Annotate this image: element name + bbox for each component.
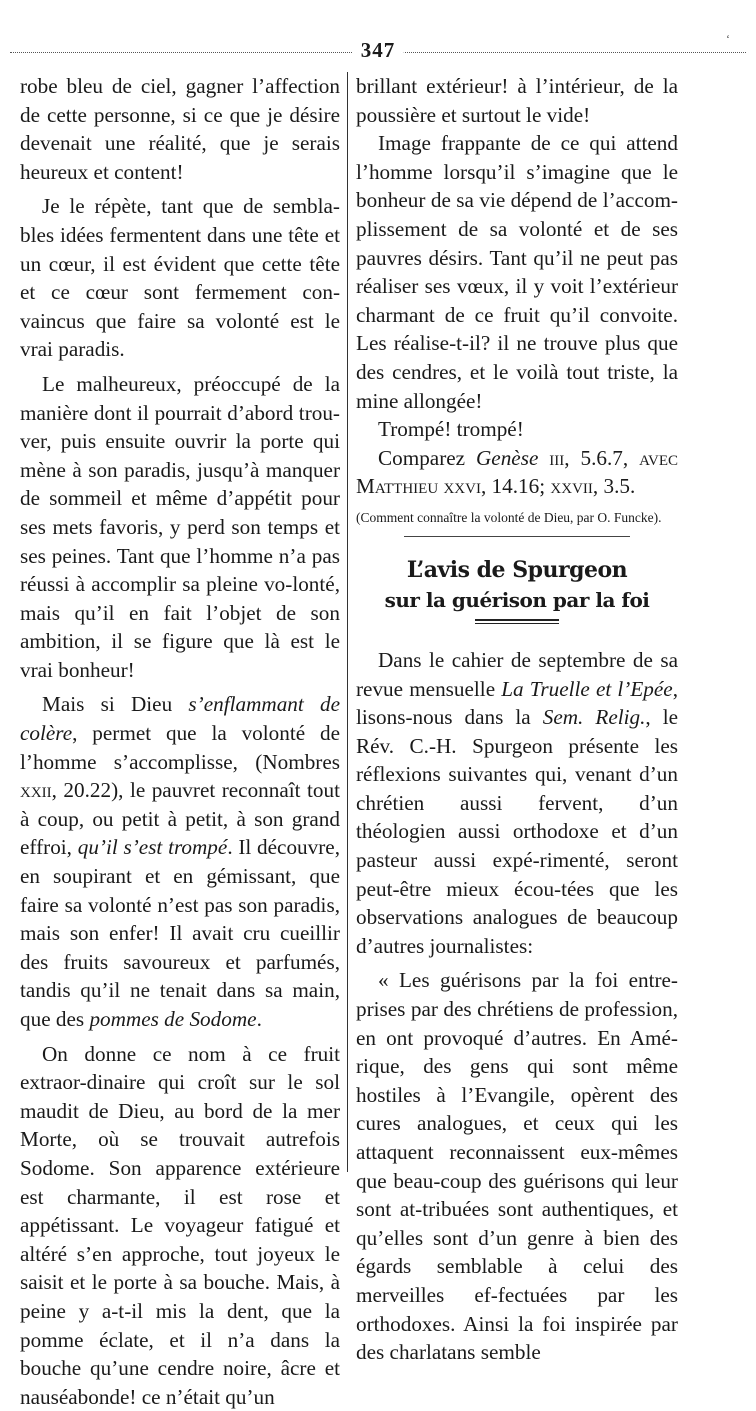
article-title-line-2: sur la guérison par la foi — [384, 587, 650, 612]
paragraph: robe bleu de ciel, gagner l’affection de cette personne, si ce que je désire devenait une réalité, que je serais heureux et content! — [20, 74, 340, 184]
article-title-line-1: L’avis de Spurgeon — [406, 556, 628, 583]
paragraph: Je le répète, tant que de sembla-bles idées fermentent dans une tête et un cœur, il est évident que cette tête et ce cœur sont fermement con-vaincus que faire sa volonté est le vrai paradis. — [20, 194, 340, 362]
paragraph: On donne ce nom à ce fruit extraor-dinaire qui croît sur le sol maudit de Dieu, au bord de la mer Morte, où se trouvait autrefois Sodome. Son apparence extérieure est charmante, il est rose et appétissant. Le voyageur fatigué et altéré s’en approche, tout joyeux le saisit et le porte à sa bouche. Mais, à peine y a-t-il mis la dent, que la pomme éclate, et il n’a dans la bouche qu’une cendre noire, âcre et nauséabonde! ce n’était qu’un — [20, 1041, 340, 1409]
paragraph: Le malheureux, préoccupé de la manière dont il pourrait d’abord trou-ver, puis ensuite ouvrir la porte qui mène à son paradis, jusqu’à manquer de sommeil et même d’appétit pour ses mets favoris, y perd son temps et ses peines. Tant que l’homme n’a pas réussi à accomplir sa pleine vo-lonté, mais qu’il en fait l’objet de son ambition, il se figure que là est le vrai bonheur! — [20, 371, 340, 682]
page-header — [10, 32, 746, 62]
title-rule — [475, 619, 559, 624]
paragraph: Mais si Dieu s’enflammant de colère, permet que la volonté de l’homme s’accomplisse, (Nombres xxii, 20.22), le pauvret reconnaît tout à coup, ou petit à petit, à son grand effroi, qu’il s’est trompé. Il découvre, en soupirant et en gémissant, que faire sa volonté n’est pas son paradis, mais son enfer! Il avait cru cueillir des fruits savoureux et parfumés, tandis qu’il ne tenait dans sa main, que des pommes de Sodome. — [20, 692, 340, 1031]
left-column — [20, 72, 340, 1411]
paragraph: Comparez Genèse iii, 5.6.7, avec Matthieu xxvi, 14.16; xxvii, 3.5. — [356, 445, 678, 499]
source-caption: (Comment connaître la volonté de Dieu, par O. Funcke). — [356, 509, 662, 525]
paragraph: Image frappante de ce qui attend l’homme lorsqu’il s’imagine que le bonheur de sa vie dépend de l’accom-plissement de sa volonté et de ses pauvres désirs. Tant qu’il ne peut pas réaliser ses vœux, il y voit l’extérieur charmant de ce fruit qu’il convoite. Les réalise-t-il? il ne trouve plus que des cendres, et le voilà tout triste, la mine allongée! — [356, 131, 678, 413]
article-title — [356, 555, 678, 624]
paragraph: brillant extérieur! à l’intérieur, de la poussière et surtout le vide! — [356, 74, 678, 127]
paragraph: « Les guérisons par la foi entre-prises par des chrétiens de profession, en ont provoqué d’autres. En Amé-rique, des gens qui sont même hostiles à l’Evangile, opèrent des cures analogues, et ceux qui les attaquent reconnaissent eux-mêmes que beau-coup des guérisons qui leur sont at-tribuées sont authentiques, et qu’elles sont d’un genre à bien des égards semblable à celui des merveilles ef-fectuées par les orthodoxes. Ainsi la foi inspirée par des charlatans semble — [356, 968, 678, 1365]
paragraph: Dans le cahier de septembre de sa revue mensuelle La Truelle et l’Epée, lisons-nous dans la Sem. Relig., le Rév. C.-H. Spurgeon présente les réflexions suivantes qui, venant d’un chrétien aussi fervent, d’un théologien aussi orthodoxe et d’un pasteur aussi expé-rimenté, seront peut-être mieux écou-tées que les observations analogues de beaucoup d’autres journalistes: — [356, 647, 679, 958]
separator-rule — [404, 536, 629, 537]
right-column — [356, 72, 678, 1367]
corner-mark: ‘ — [726, 32, 730, 46]
paragraph: Trompé! trompé! — [378, 417, 524, 442]
page-number: 347 — [353, 38, 404, 63]
column-divider — [347, 72, 348, 1172]
